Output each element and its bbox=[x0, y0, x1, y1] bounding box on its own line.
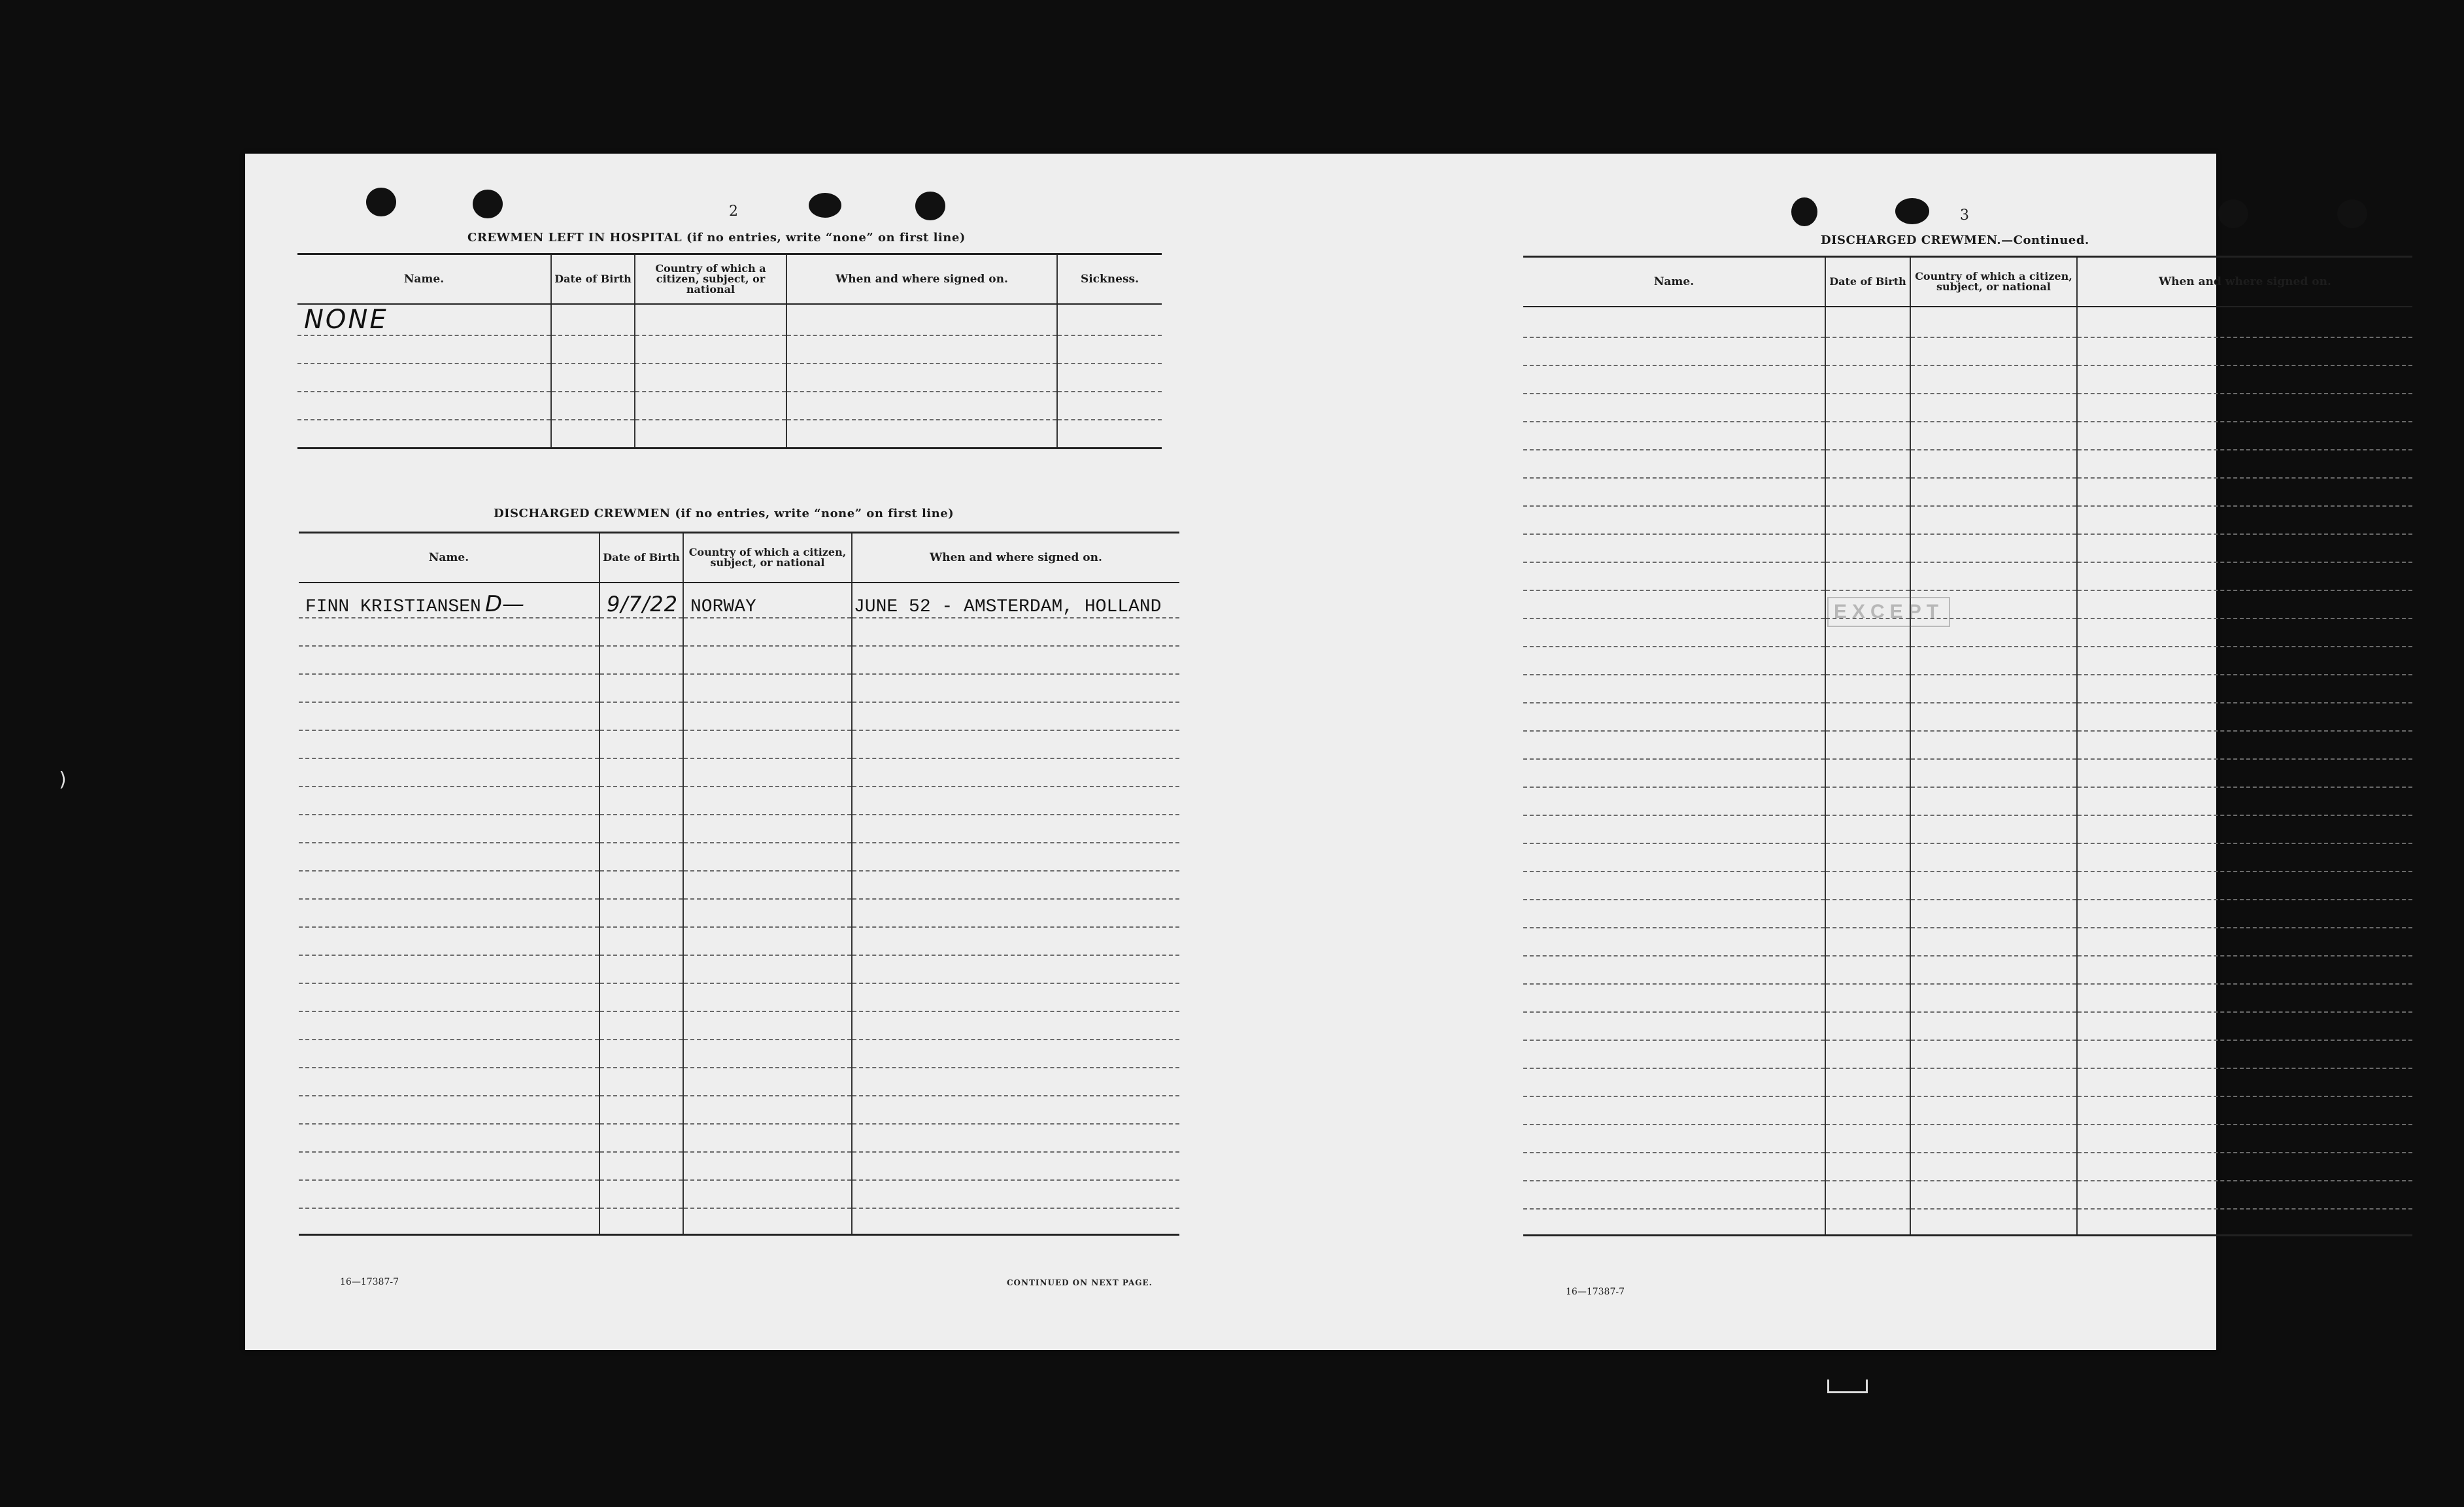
table-row bbox=[299, 646, 1179, 674]
table-row bbox=[299, 927, 1179, 955]
col-signed-header: When and where signed on. bbox=[2077, 257, 2412, 307]
table-row bbox=[1523, 562, 2412, 590]
table-header-row bbox=[297, 254, 1162, 305]
col-country-header: Country of which a citizen, subject, or national bbox=[635, 254, 786, 305]
table-row bbox=[299, 1180, 1179, 1208]
page-number: 3 bbox=[1960, 207, 1969, 224]
handwritten-initials: D— bbox=[484, 591, 525, 617]
name-cell bbox=[297, 304, 551, 335]
table-row bbox=[1523, 450, 2412, 478]
col-name-header: Name. bbox=[299, 533, 599, 583]
table-row bbox=[1523, 843, 2412, 872]
punch-hole bbox=[1791, 197, 1817, 226]
col-dob-header: Date of Birth bbox=[599, 533, 683, 583]
punch-hole bbox=[2337, 199, 2367, 228]
table-row bbox=[1523, 815, 2412, 843]
col-name-header: Name. bbox=[1523, 257, 1825, 307]
crewman-name: FINN KRISTIANSEN bbox=[305, 597, 481, 617]
none-entry: NONE bbox=[304, 305, 388, 335]
hospital-section-title: CREWMEN LEFT IN HOSPITAL (if no entries, write “none” on first line) bbox=[467, 231, 966, 245]
table-row bbox=[299, 758, 1179, 787]
col-country-header: Country of which a citizen, subject, or national bbox=[1910, 257, 2077, 307]
table-row bbox=[299, 843, 1179, 871]
col-name-header: Name. bbox=[297, 254, 551, 305]
table-row bbox=[1523, 1068, 2412, 1096]
table-row bbox=[1523, 1153, 2412, 1181]
form-code: 16—17387-7 bbox=[340, 1277, 399, 1287]
table-row bbox=[1523, 787, 2412, 815]
col-signed-header: When and where signed on. bbox=[786, 254, 1057, 305]
table-row bbox=[299, 1208, 1179, 1234]
discharged-continued-title: DISCHARGED CREWMEN.—Continued. bbox=[1821, 233, 2089, 247]
table-row bbox=[1523, 1012, 2412, 1040]
table-row bbox=[1523, 956, 2412, 984]
name-cell bbox=[299, 583, 599, 618]
table-row bbox=[1523, 365, 2412, 394]
table-row bbox=[297, 304, 1162, 335]
table-row bbox=[299, 787, 1179, 815]
discharged-section-title: DISCHARGED CREWMEN (if no entries, write “none” on first line) bbox=[494, 507, 954, 520]
table-row bbox=[1523, 1125, 2412, 1153]
page-left bbox=[245, 154, 1232, 1350]
table-row bbox=[1523, 703, 2412, 731]
table-row bbox=[1523, 534, 2412, 562]
table-row bbox=[1523, 1209, 2412, 1235]
table-row bbox=[1523, 307, 2412, 337]
hospital-table bbox=[297, 253, 1162, 449]
table-row bbox=[1523, 506, 2412, 534]
table-row bbox=[1523, 731, 2412, 759]
scan-mark bbox=[1827, 1380, 1868, 1393]
table-row bbox=[297, 335, 1162, 364]
table-row bbox=[1523, 872, 2412, 900]
table-row bbox=[1523, 984, 2412, 1012]
table-row bbox=[299, 1152, 1179, 1180]
punch-hole bbox=[2218, 199, 2248, 228]
table-row bbox=[299, 702, 1179, 730]
discharged-continued-table bbox=[1523, 256, 2412, 1236]
page-number: 2 bbox=[729, 203, 738, 220]
table-row bbox=[1523, 337, 2412, 365]
table-row bbox=[299, 1068, 1179, 1096]
table-row bbox=[299, 1011, 1179, 1040]
scan-mark: ) bbox=[59, 768, 67, 791]
continued-note: CONTINUED ON NEXT PAGE. bbox=[1007, 1278, 1153, 1287]
page-right bbox=[1232, 154, 2331, 1350]
table-row bbox=[299, 899, 1179, 927]
table-row bbox=[1523, 759, 2412, 787]
table-row bbox=[299, 815, 1179, 843]
table-row bbox=[299, 955, 1179, 983]
table-row bbox=[299, 583, 1179, 618]
table-row bbox=[1523, 1040, 2412, 1068]
col-sickness-header: Sickness. bbox=[1057, 254, 1162, 305]
table-row bbox=[299, 1124, 1179, 1152]
punch-hole bbox=[1895, 198, 1929, 224]
col-signed-header: When and where signed on. bbox=[852, 533, 1179, 583]
signed-on-cell: JUNE 52 - AMSTERDAM, HOLLAND bbox=[852, 583, 1179, 618]
table-row bbox=[1523, 394, 2412, 422]
table-row bbox=[299, 618, 1179, 646]
table-row bbox=[1523, 478, 2412, 506]
table-row bbox=[299, 674, 1179, 702]
punch-hole bbox=[473, 190, 503, 218]
table-row bbox=[299, 983, 1179, 1011]
form-code: 16—17387-7 bbox=[1566, 1287, 1625, 1297]
punch-hole bbox=[915, 192, 945, 220]
faint-stamp: EXCEPT bbox=[1827, 597, 1950, 627]
punch-hole bbox=[809, 193, 841, 218]
dob-cell: 9/7/22 bbox=[599, 583, 683, 618]
table-header-row bbox=[1523, 257, 2412, 307]
country-cell: NORWAY bbox=[683, 583, 852, 618]
col-dob-header: Date of Birth bbox=[1825, 257, 1910, 307]
col-dob-header: Date of Birth bbox=[551, 254, 635, 305]
col-country-header: Country of which a citizen, subject, or national bbox=[683, 533, 852, 583]
table-row bbox=[297, 420, 1162, 448]
table-row bbox=[1523, 422, 2412, 450]
table-row bbox=[1523, 1096, 2412, 1125]
table-row bbox=[1523, 1181, 2412, 1209]
table-header-row bbox=[299, 533, 1179, 583]
table-row bbox=[1523, 647, 2412, 675]
table-row bbox=[299, 871, 1179, 899]
punch-hole bbox=[366, 188, 396, 216]
table-row bbox=[299, 1096, 1179, 1124]
table-row bbox=[1523, 590, 2412, 618]
table-row bbox=[1523, 928, 2412, 956]
discharged-table bbox=[299, 532, 1179, 1236]
table-row bbox=[297, 364, 1162, 392]
table-row bbox=[1523, 618, 2412, 647]
table-row bbox=[299, 730, 1179, 758]
table-row bbox=[1523, 900, 2412, 928]
document-sheet bbox=[245, 154, 2331, 1350]
table-row bbox=[1523, 675, 2412, 703]
table-row bbox=[299, 1040, 1179, 1068]
table-row bbox=[297, 392, 1162, 420]
